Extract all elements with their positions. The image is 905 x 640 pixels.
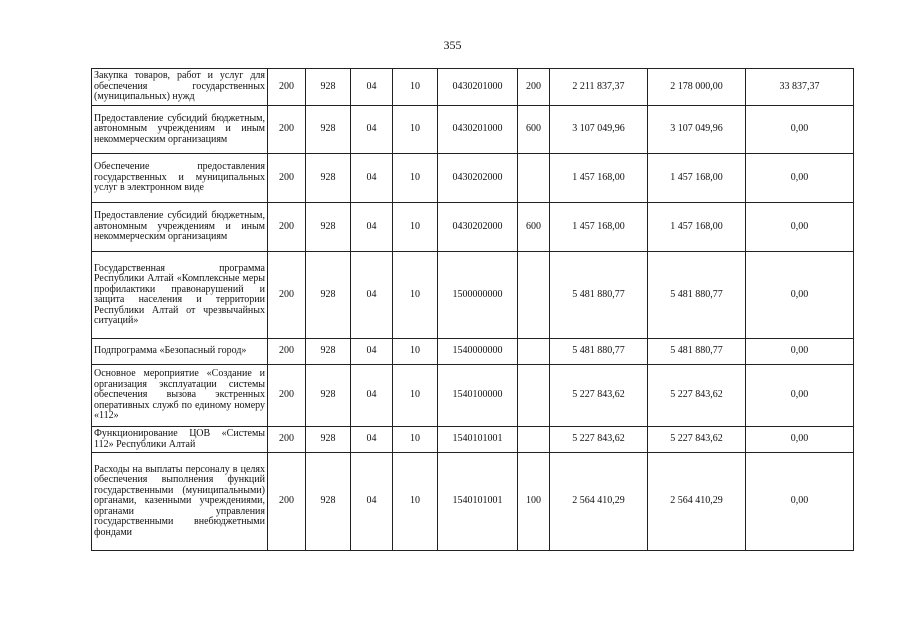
table-cell: 200 xyxy=(518,69,550,106)
row-name-cell: Расходы на выплаты персоналу в целях обеспечения выполнения функций государственными (муниципальными) органами, казенными учреждениями, органами управления государственными внебюджетными фондами xyxy=(92,453,268,551)
table-cell: 1540000000 xyxy=(438,339,518,365)
table-cell: 0,00 xyxy=(746,365,854,427)
table-cell: 928 xyxy=(306,106,351,154)
table-cell: 0,00 xyxy=(746,453,854,551)
table-cell xyxy=(518,252,550,339)
table-cell: 10 xyxy=(393,252,438,339)
table-cell: 0430202000 xyxy=(438,154,518,203)
table-cell: 928 xyxy=(306,427,351,453)
row-name-cell: Государственная программа Республики Алтай «Комплексные меры профилактики правонарушений и защита населения и территории Республики Алтай от чрезвычайных ситуаций» xyxy=(92,252,268,339)
row-name-cell: Функционирование ЦОВ «Системы 112» Республики Алтай xyxy=(92,427,268,453)
table-cell: 1 457 168,00 xyxy=(648,203,746,252)
row-name-cell: Подпрограмма «Безопасный город» xyxy=(92,339,268,365)
table-cell: 5 227 843,62 xyxy=(550,365,648,427)
table-cell: 928 xyxy=(306,339,351,365)
table-cell: 0,00 xyxy=(746,252,854,339)
table-cell: 200 xyxy=(268,203,306,252)
table-cell: 3 107 049,96 xyxy=(648,106,746,154)
table-cell: 928 xyxy=(306,203,351,252)
table-cell: 200 xyxy=(268,339,306,365)
table-row xyxy=(92,106,854,154)
table-cell: 1 457 168,00 xyxy=(648,154,746,203)
table-cell: 1 457 168,00 xyxy=(550,203,648,252)
table-cell: 3 107 049,96 xyxy=(550,106,648,154)
table-cell: 200 xyxy=(268,69,306,106)
table-cell xyxy=(518,339,550,365)
table-cell: 5 481 880,77 xyxy=(550,252,648,339)
table-cell: 0430201000 xyxy=(438,106,518,154)
table-cell: 600 xyxy=(518,203,550,252)
table-cell: 928 xyxy=(306,154,351,203)
table-cell: 2 211 837,37 xyxy=(550,69,648,106)
table-cell: 0430202000 xyxy=(438,203,518,252)
table-cell: 100 xyxy=(518,453,550,551)
table-cell: 2 564 410,29 xyxy=(648,453,746,551)
budget-table xyxy=(91,68,854,551)
table-cell: 0,00 xyxy=(746,154,854,203)
table-cell: 600 xyxy=(518,106,550,154)
table-cell: 0,00 xyxy=(746,427,854,453)
table-cell: 928 xyxy=(306,69,351,106)
table-cell: 04 xyxy=(351,427,393,453)
table-cell: 1 457 168,00 xyxy=(550,154,648,203)
table-row xyxy=(92,69,854,106)
table-cell: 1540101001 xyxy=(438,453,518,551)
table-cell: 0,00 xyxy=(746,339,854,365)
table-cell: 200 xyxy=(268,427,306,453)
table-cell: 10 xyxy=(393,365,438,427)
table-cell: 10 xyxy=(393,203,438,252)
row-name-cell: Предоставление субсидий бюджетным, автономным учреждениям и иным некоммерческим организациям xyxy=(92,106,268,154)
table-cell: 1500000000 xyxy=(438,252,518,339)
table-row xyxy=(92,365,854,427)
row-name-cell: Закупка товаров, работ и услуг для обеспечения государственных (муниципальных) нужд xyxy=(92,69,268,106)
table-cell: 2 178 000,00 xyxy=(648,69,746,106)
table-cell: 1540101001 xyxy=(438,427,518,453)
table-cell: 5 481 880,77 xyxy=(550,339,648,365)
table-cell: 200 xyxy=(268,453,306,551)
table-cell: 5 227 843,62 xyxy=(648,365,746,427)
table-cell: 10 xyxy=(393,154,438,203)
table-row xyxy=(92,154,854,203)
table-cell: 04 xyxy=(351,69,393,106)
row-name-cell: Обеспечение предоставления государственных и муниципальных услуг в электронном виде xyxy=(92,154,268,203)
table-cell xyxy=(518,427,550,453)
table-cell: 5 227 843,62 xyxy=(648,427,746,453)
table-cell: 04 xyxy=(351,365,393,427)
table-cell xyxy=(518,365,550,427)
table-cell: 1540100000 xyxy=(438,365,518,427)
row-name-cell: Предоставление субсидий бюджетным, автономным учреждениям и иным некоммерческим организациям xyxy=(92,203,268,252)
table-cell xyxy=(518,154,550,203)
table-cell: 10 xyxy=(393,453,438,551)
table-cell: 928 xyxy=(306,252,351,339)
table-cell: 5 481 880,77 xyxy=(648,252,746,339)
table-cell: 04 xyxy=(351,154,393,203)
table-row xyxy=(92,203,854,252)
table-cell: 5 481 880,77 xyxy=(648,339,746,365)
table-cell: 5 227 843,62 xyxy=(550,427,648,453)
page-number: 355 xyxy=(443,38,462,52)
table-cell: 0,00 xyxy=(746,203,854,252)
table-cell: 10 xyxy=(393,427,438,453)
table-cell: 200 xyxy=(268,154,306,203)
table-cell: 33 837,37 xyxy=(746,69,854,106)
table-cell: 0430201000 xyxy=(438,69,518,106)
table-cell: 200 xyxy=(268,252,306,339)
table-cell: 10 xyxy=(393,339,438,365)
table-cell: 200 xyxy=(268,106,306,154)
row-name-cell: Основное мероприятие «Создание и организация эксплуатации системы обеспечения вызова экстренных оперативных служб по единому номеру «112» xyxy=(92,365,268,427)
table-cell: 928 xyxy=(306,453,351,551)
table-cell: 10 xyxy=(393,69,438,106)
table-cell: 2 564 410,29 xyxy=(550,453,648,551)
table-row xyxy=(92,427,854,453)
table-row xyxy=(92,252,854,339)
table-cell: 04 xyxy=(351,339,393,365)
table-cell: 0,00 xyxy=(746,106,854,154)
table-cell: 04 xyxy=(351,106,393,154)
table-row xyxy=(92,453,854,551)
table-cell: 04 xyxy=(351,203,393,252)
table-cell: 10 xyxy=(393,106,438,154)
table-cell: 04 xyxy=(351,252,393,339)
table-row xyxy=(92,339,854,365)
table-cell: 200 xyxy=(268,365,306,427)
table-cell: 928 xyxy=(306,365,351,427)
table-cell: 04 xyxy=(351,453,393,551)
